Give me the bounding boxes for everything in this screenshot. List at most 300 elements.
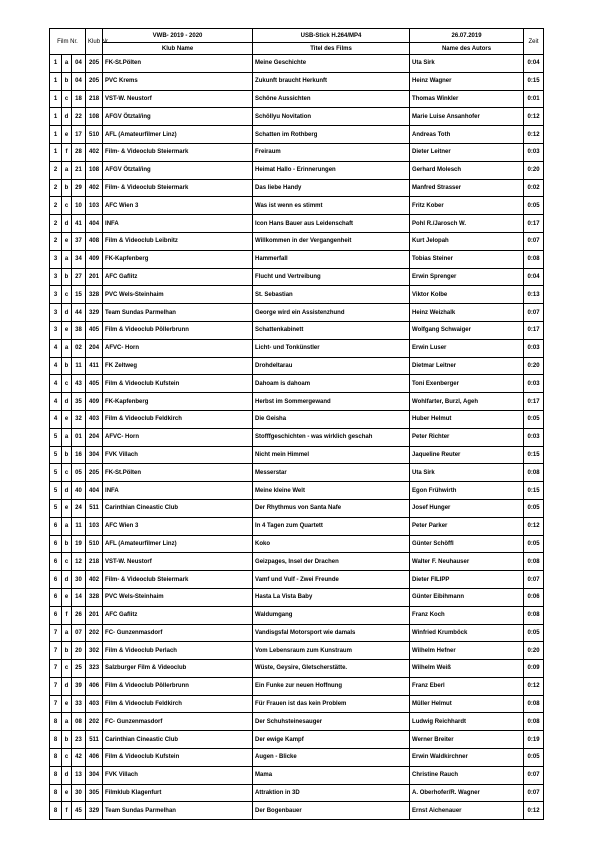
klub-name: Film & Videoclub Leibnitz (103, 232, 253, 250)
klub-number: 202 (86, 713, 103, 731)
film-schedule-table (49, 28, 544, 820)
film-number: 29 (72, 179, 86, 197)
klub-name: AFVC- Horn (103, 428, 253, 446)
film-number: 27 (72, 268, 86, 286)
klub-number: 218 (86, 553, 103, 571)
klub-number: 103 (86, 517, 103, 535)
film-number: 23 (72, 731, 86, 749)
slot-letter: e (62, 784, 72, 802)
klub-number: 403 (86, 410, 103, 428)
film-number: 44 (72, 304, 86, 322)
film-title: St. Sebastian (253, 286, 410, 304)
film-title: Der ewige Kampf (253, 731, 410, 749)
table-row (50, 108, 544, 126)
block-number: 1 (50, 90, 62, 108)
running-time: 0:08 (524, 553, 544, 571)
table-row (50, 784, 544, 802)
table-row (50, 588, 544, 606)
klub-number: 305 (86, 784, 103, 802)
table-row (50, 357, 544, 375)
film-number: 22 (72, 108, 86, 126)
klub-name: AFC Wien 3 (103, 197, 253, 215)
slot-letter: c (62, 90, 72, 108)
film-title: Meine kleine Welt (253, 482, 410, 500)
running-time: 0:17 (524, 215, 544, 233)
klub-name: FVK Villach (103, 766, 253, 784)
table-row (50, 179, 544, 197)
author-name: Günter Eibihmann (410, 588, 524, 606)
slot-letter: b (62, 72, 72, 90)
klub-name: Film & Videoclub Pöllerbrunn (103, 321, 253, 339)
author-name: Wolfgang Schwaiger (410, 321, 524, 339)
film-title: Meine Geschichte (253, 55, 410, 73)
running-time: 0:05 (524, 197, 544, 215)
slot-letter: c (62, 660, 72, 678)
film-title: Nicht mein Himmel (253, 446, 410, 464)
film-number: 15 (72, 286, 86, 304)
film-number: 04 (72, 55, 86, 73)
author-name: Günter Schöffl (410, 535, 524, 553)
klub-number: 511 (86, 499, 103, 517)
slot-letter: e (62, 232, 72, 250)
block-number: 6 (50, 571, 62, 589)
running-time: 0:12 (524, 126, 544, 144)
klub-name: FVK Villach (103, 446, 253, 464)
author-name: Franz Koch (410, 606, 524, 624)
block-number: 4 (50, 410, 62, 428)
slot-letter: f (62, 143, 72, 161)
klub-number: 204 (86, 339, 103, 357)
running-time: 0:15 (524, 72, 544, 90)
running-time: 0:07 (524, 766, 544, 784)
table-row (50, 321, 544, 339)
slot-letter: d (62, 108, 72, 126)
slot-letter: e (62, 499, 72, 517)
author-name-header: Name des Autors (410, 43, 524, 55)
header-row-top (50, 29, 544, 43)
author-name: Kurt Jelopah (410, 232, 524, 250)
film-title: In 4 Tagen zum Quartett (253, 517, 410, 535)
klub-number: 510 (86, 126, 103, 144)
block-number: 2 (50, 232, 62, 250)
klub-name: Film- & Videoclub Steiermark (103, 571, 253, 589)
slot-letter: b (62, 642, 72, 660)
klub-number: 403 (86, 695, 103, 713)
block-number: 7 (50, 624, 62, 642)
author-name: Manfred Strasser (410, 179, 524, 197)
film-title: Die Geisha (253, 410, 410, 428)
author-name: Pohl R./Jarosch W. (410, 215, 524, 233)
film-number: 04 (72, 72, 86, 90)
film-title: Vandisgsfal Motorsport wie damals (253, 624, 410, 642)
block-number: 8 (50, 802, 62, 820)
klub-number: 328 (86, 286, 103, 304)
table-row (50, 55, 544, 73)
block-number: 6 (50, 517, 62, 535)
author-name: A. Oberhofer/R. Wagner (410, 784, 524, 802)
table-row (50, 766, 544, 784)
film-title: Flucht und Vertreibung (253, 268, 410, 286)
klub-name: Film & Videoclub Kufstein (103, 375, 253, 393)
slot-letter: a (62, 517, 72, 535)
film-number: 11 (72, 517, 86, 535)
running-time: 0:06 (524, 588, 544, 606)
block-number: 2 (50, 197, 62, 215)
running-time: 0:04 (524, 268, 544, 286)
table-row (50, 375, 544, 393)
film-number: 18 (72, 90, 86, 108)
table-row (50, 624, 544, 642)
film-number: 32 (72, 410, 86, 428)
slot-letter: d (62, 482, 72, 500)
block-number: 3 (50, 304, 62, 322)
block-number: 5 (50, 499, 62, 517)
klub-name: Film & Videoclub Feldkirch (103, 695, 253, 713)
running-time: 0:20 (524, 357, 544, 375)
klub-name: VST-W. Neustorf (103, 90, 253, 108)
slot-letter: e (62, 588, 72, 606)
block-number: 1 (50, 55, 62, 73)
klub-name: FK Zeltweg (103, 357, 253, 375)
author-name: Peter Parker (410, 517, 524, 535)
film-number: 01 (72, 428, 86, 446)
film-number: 19 (72, 535, 86, 553)
slot-letter: c (62, 464, 72, 482)
author-name: Tobias Steiner (410, 250, 524, 268)
klub-name: Film- & Videoclub Steiermark (103, 179, 253, 197)
block-number: 6 (50, 535, 62, 553)
author-name: Gerhard Molesch (410, 161, 524, 179)
table-row (50, 606, 544, 624)
film-title: Dahoam is dahoam (253, 375, 410, 393)
author-name: Dieter Leitner (410, 143, 524, 161)
klub-number: 302 (86, 642, 103, 660)
table-row (50, 482, 544, 500)
film-number: 14 (72, 588, 86, 606)
author-name: Dieter FILIPP (410, 571, 524, 589)
table-row (50, 126, 544, 144)
table-row (50, 304, 544, 322)
klub-number: 405 (86, 321, 103, 339)
klub-number: 323 (86, 660, 103, 678)
klub-number: 108 (86, 161, 103, 179)
table-row (50, 749, 544, 767)
film-number: 21 (72, 161, 86, 179)
klub-name: Team Sundas Parmelhan (103, 802, 253, 820)
running-time: 0:12 (524, 802, 544, 820)
running-time: 0:07 (524, 571, 544, 589)
block-number: 6 (50, 553, 62, 571)
film-number: 20 (72, 642, 86, 660)
klub-number: 205 (86, 72, 103, 90)
author-name: Jaqueline Reuter (410, 446, 524, 464)
slot-letter: e (62, 321, 72, 339)
competition-title: VWB- 2019 - 2020 (103, 29, 253, 43)
running-time: 0:17 (524, 321, 544, 339)
block-number: 2 (50, 215, 62, 233)
film-number: 38 (72, 321, 86, 339)
slot-letter: e (62, 695, 72, 713)
klub-number: 108 (86, 108, 103, 126)
date-title: 26.07.2019 (410, 29, 524, 43)
film-number: 41 (72, 215, 86, 233)
klub-number: 201 (86, 268, 103, 286)
film-number: 10 (72, 197, 86, 215)
author-name: Wilhelm Weiß (410, 660, 524, 678)
slot-letter: d (62, 304, 72, 322)
klub-number: 408 (86, 232, 103, 250)
block-number: 8 (50, 766, 62, 784)
film-number: 24 (72, 499, 86, 517)
film-number: 28 (72, 143, 86, 161)
film-title: Schattenkabinett (253, 321, 410, 339)
block-number: 4 (50, 375, 62, 393)
klub-name: PVC Krems (103, 72, 253, 90)
klub-nr-header (86, 29, 110, 55)
klub-number: 202 (86, 624, 103, 642)
klub-name: AFVC- Horn (103, 339, 253, 357)
running-time: 0:20 (524, 161, 544, 179)
klub-number: 304 (86, 766, 103, 784)
klub-name: Carinthian Cineastic Club (103, 731, 253, 749)
block-number: 4 (50, 357, 62, 375)
klub-number: 304 (86, 446, 103, 464)
author-name: Andreas Toth (410, 126, 524, 144)
zeit-header: Zeit (524, 29, 544, 55)
film-title: Was ist wenn es stimmt (253, 197, 410, 215)
klub-name: Team Sundas Parmelhan (103, 304, 253, 322)
klub-number: 103 (86, 197, 103, 215)
running-time: 0:15 (524, 446, 544, 464)
table-row (50, 731, 544, 749)
table-row (50, 713, 544, 731)
klub-number: 409 (86, 250, 103, 268)
block-number: 5 (50, 428, 62, 446)
film-title: Wüste, Geysire, Gletscherstätte. (253, 660, 410, 678)
block-number: 5 (50, 482, 62, 500)
running-time: 0:12 (524, 517, 544, 535)
author-name: Heinz Weizhalk (410, 304, 524, 322)
film-title: Augen - Blicke (253, 749, 410, 767)
author-name: Erwin Sprenger (410, 268, 524, 286)
running-time: 0:05 (524, 499, 544, 517)
klub-number: 204 (86, 428, 103, 446)
table-row (50, 90, 544, 108)
running-time: 0:05 (524, 624, 544, 642)
running-time: 0:09 (524, 660, 544, 678)
header-row-columns (50, 43, 544, 55)
slot-letter: a (62, 339, 72, 357)
table-row (50, 642, 544, 660)
klub-name: AFGV Ötztal/ing (103, 161, 253, 179)
running-time: 0:17 (524, 393, 544, 411)
klub-name: AFL (Amateurfilmer Linz) (103, 126, 253, 144)
author-name: Egon Frühwirth (410, 482, 524, 500)
running-time: 0:03 (524, 143, 544, 161)
klub-name: VST-W. Neustorf (103, 553, 253, 571)
klub-number: 402 (86, 143, 103, 161)
klub-number: 329 (86, 304, 103, 322)
klub-name: PVC Wels-Steinhaim (103, 286, 253, 304)
running-time: 0:08 (524, 695, 544, 713)
slot-letter: b (62, 268, 72, 286)
klub-name: AFGV Ötztal/ing (103, 108, 253, 126)
medium-title: USB-Stick H.264/MP4 (253, 29, 410, 43)
table-row (50, 499, 544, 517)
slot-letter: d (62, 215, 72, 233)
film-title: Schöllyu Novitation (253, 108, 410, 126)
block-number: 2 (50, 179, 62, 197)
klub-name: AFC Gaflitz (103, 268, 253, 286)
slot-letter: c (62, 553, 72, 571)
film-title: Heimat Hallo - Erinnerungen (253, 161, 410, 179)
running-time: 0:08 (524, 250, 544, 268)
table-row (50, 677, 544, 695)
running-time: 0:05 (524, 749, 544, 767)
block-number: 1 (50, 72, 62, 90)
film-number: 08 (72, 713, 86, 731)
table-row (50, 553, 544, 571)
klub-name: Salzburger Film & Videoclub (103, 660, 253, 678)
film-number: 05 (72, 464, 86, 482)
klub-nr-header-text: Klub Nr. (88, 38, 110, 45)
slot-letter: a (62, 55, 72, 73)
slot-letter: f (62, 802, 72, 820)
table-row (50, 232, 544, 250)
klub-name: AFC Gaflitz (103, 606, 253, 624)
table-row (50, 143, 544, 161)
running-time: 0:03 (524, 339, 544, 357)
table-row (50, 250, 544, 268)
klub-name: FK-St.Pölten (103, 464, 253, 482)
table-row (50, 695, 544, 713)
slot-letter: d (62, 393, 72, 411)
slot-letter: c (62, 749, 72, 767)
film-title: Icon Hans Bauer aus Leidenschaft (253, 215, 410, 233)
film-number: 12 (72, 553, 86, 571)
running-time: 0:05 (524, 535, 544, 553)
block-number: 7 (50, 677, 62, 695)
block-number: 1 (50, 108, 62, 126)
film-number: 07 (72, 624, 86, 642)
table-row (50, 161, 544, 179)
slot-letter: b (62, 535, 72, 553)
author-name: Winfried Krumböck (410, 624, 524, 642)
film-title: Attraktion in 3D (253, 784, 410, 802)
film-number: 42 (72, 749, 86, 767)
klub-name: PVC Wels-Steinhaim (103, 588, 253, 606)
slot-letter: a (62, 428, 72, 446)
block-number: 2 (50, 161, 62, 179)
block-number: 4 (50, 339, 62, 357)
klub-number: 406 (86, 749, 103, 767)
block-number: 7 (50, 695, 62, 713)
film-title: Willkommen in der Vergangenheit (253, 232, 410, 250)
block-number: 1 (50, 126, 62, 144)
running-time: 0:07 (524, 784, 544, 802)
film-number: 17 (72, 126, 86, 144)
running-time: 0:07 (524, 304, 544, 322)
klub-name: FC- Gunzenmasdorf (103, 713, 253, 731)
block-number: 7 (50, 642, 62, 660)
film-number: 25 (72, 660, 86, 678)
author-name: Erwin Luser (410, 339, 524, 357)
block-number: 3 (50, 321, 62, 339)
film-title: Freiraum (253, 143, 410, 161)
block-number: 6 (50, 588, 62, 606)
slot-letter: b (62, 179, 72, 197)
slot-letter: a (62, 713, 72, 731)
slot-letter: a (62, 624, 72, 642)
film-number: 30 (72, 571, 86, 589)
author-name: Ernst Aichenauer (410, 802, 524, 820)
klub-number: 201 (86, 606, 103, 624)
film-number: 43 (72, 375, 86, 393)
klub-number: 406 (86, 677, 103, 695)
running-time: 0:12 (524, 677, 544, 695)
block-number: 5 (50, 446, 62, 464)
film-title: Stofffgeschichten - was wirklich geschah (253, 428, 410, 446)
table-row (50, 72, 544, 90)
slot-letter: a (62, 250, 72, 268)
film-title: Der Schuhsteinesauger (253, 713, 410, 731)
running-time: 0:05 (524, 410, 544, 428)
klub-name: Film & Videoclub Feldkirch (103, 410, 253, 428)
slot-letter: e (62, 410, 72, 428)
klub-number: 511 (86, 731, 103, 749)
film-title: Das liebe Handy (253, 179, 410, 197)
author-name: Erwin Waldkirchner (410, 749, 524, 767)
table-row (50, 393, 544, 411)
slot-letter: d (62, 571, 72, 589)
table-row (50, 428, 544, 446)
block-number: 3 (50, 268, 62, 286)
klub-number: 205 (86, 55, 103, 73)
klub-number: 404 (86, 482, 103, 500)
block-number: 3 (50, 250, 62, 268)
film-title: Drohdeltarau (253, 357, 410, 375)
klub-name: AFL (Amateurfilmer Linz) (103, 535, 253, 553)
table-row (50, 660, 544, 678)
klub-name: FK-Kapfenberg (103, 393, 253, 411)
film-number: 13 (72, 766, 86, 784)
slot-letter: b (62, 731, 72, 749)
film-number: 16 (72, 446, 86, 464)
author-name: Fritz Kober (410, 197, 524, 215)
slot-letter: d (62, 766, 72, 784)
table-row (50, 464, 544, 482)
klub-number: 409 (86, 393, 103, 411)
klub-name: INFA (103, 215, 253, 233)
film-title-header: Titel des Films (253, 43, 410, 55)
film-title: Mama (253, 766, 410, 784)
slot-letter: c (62, 375, 72, 393)
klub-number: 329 (86, 802, 103, 820)
table-row (50, 535, 544, 553)
klub-number: 405 (86, 375, 103, 393)
film-title: George wird ein Assistenzhund (253, 304, 410, 322)
klub-name: Filmklub Klagenfurt (103, 784, 253, 802)
author-name: Thomas Winkler (410, 90, 524, 108)
slot-letter: c (62, 286, 72, 304)
slot-letter: f (62, 606, 72, 624)
klub-name: FK-St.Pölten (103, 55, 253, 73)
author-name: Christine Rauch (410, 766, 524, 784)
klub-name: FC- Gunzenmasdorf (103, 624, 253, 642)
author-name: Müller Helmut (410, 695, 524, 713)
film-title: Der Bogenbauer (253, 802, 410, 820)
film-title: Hammerfall (253, 250, 410, 268)
